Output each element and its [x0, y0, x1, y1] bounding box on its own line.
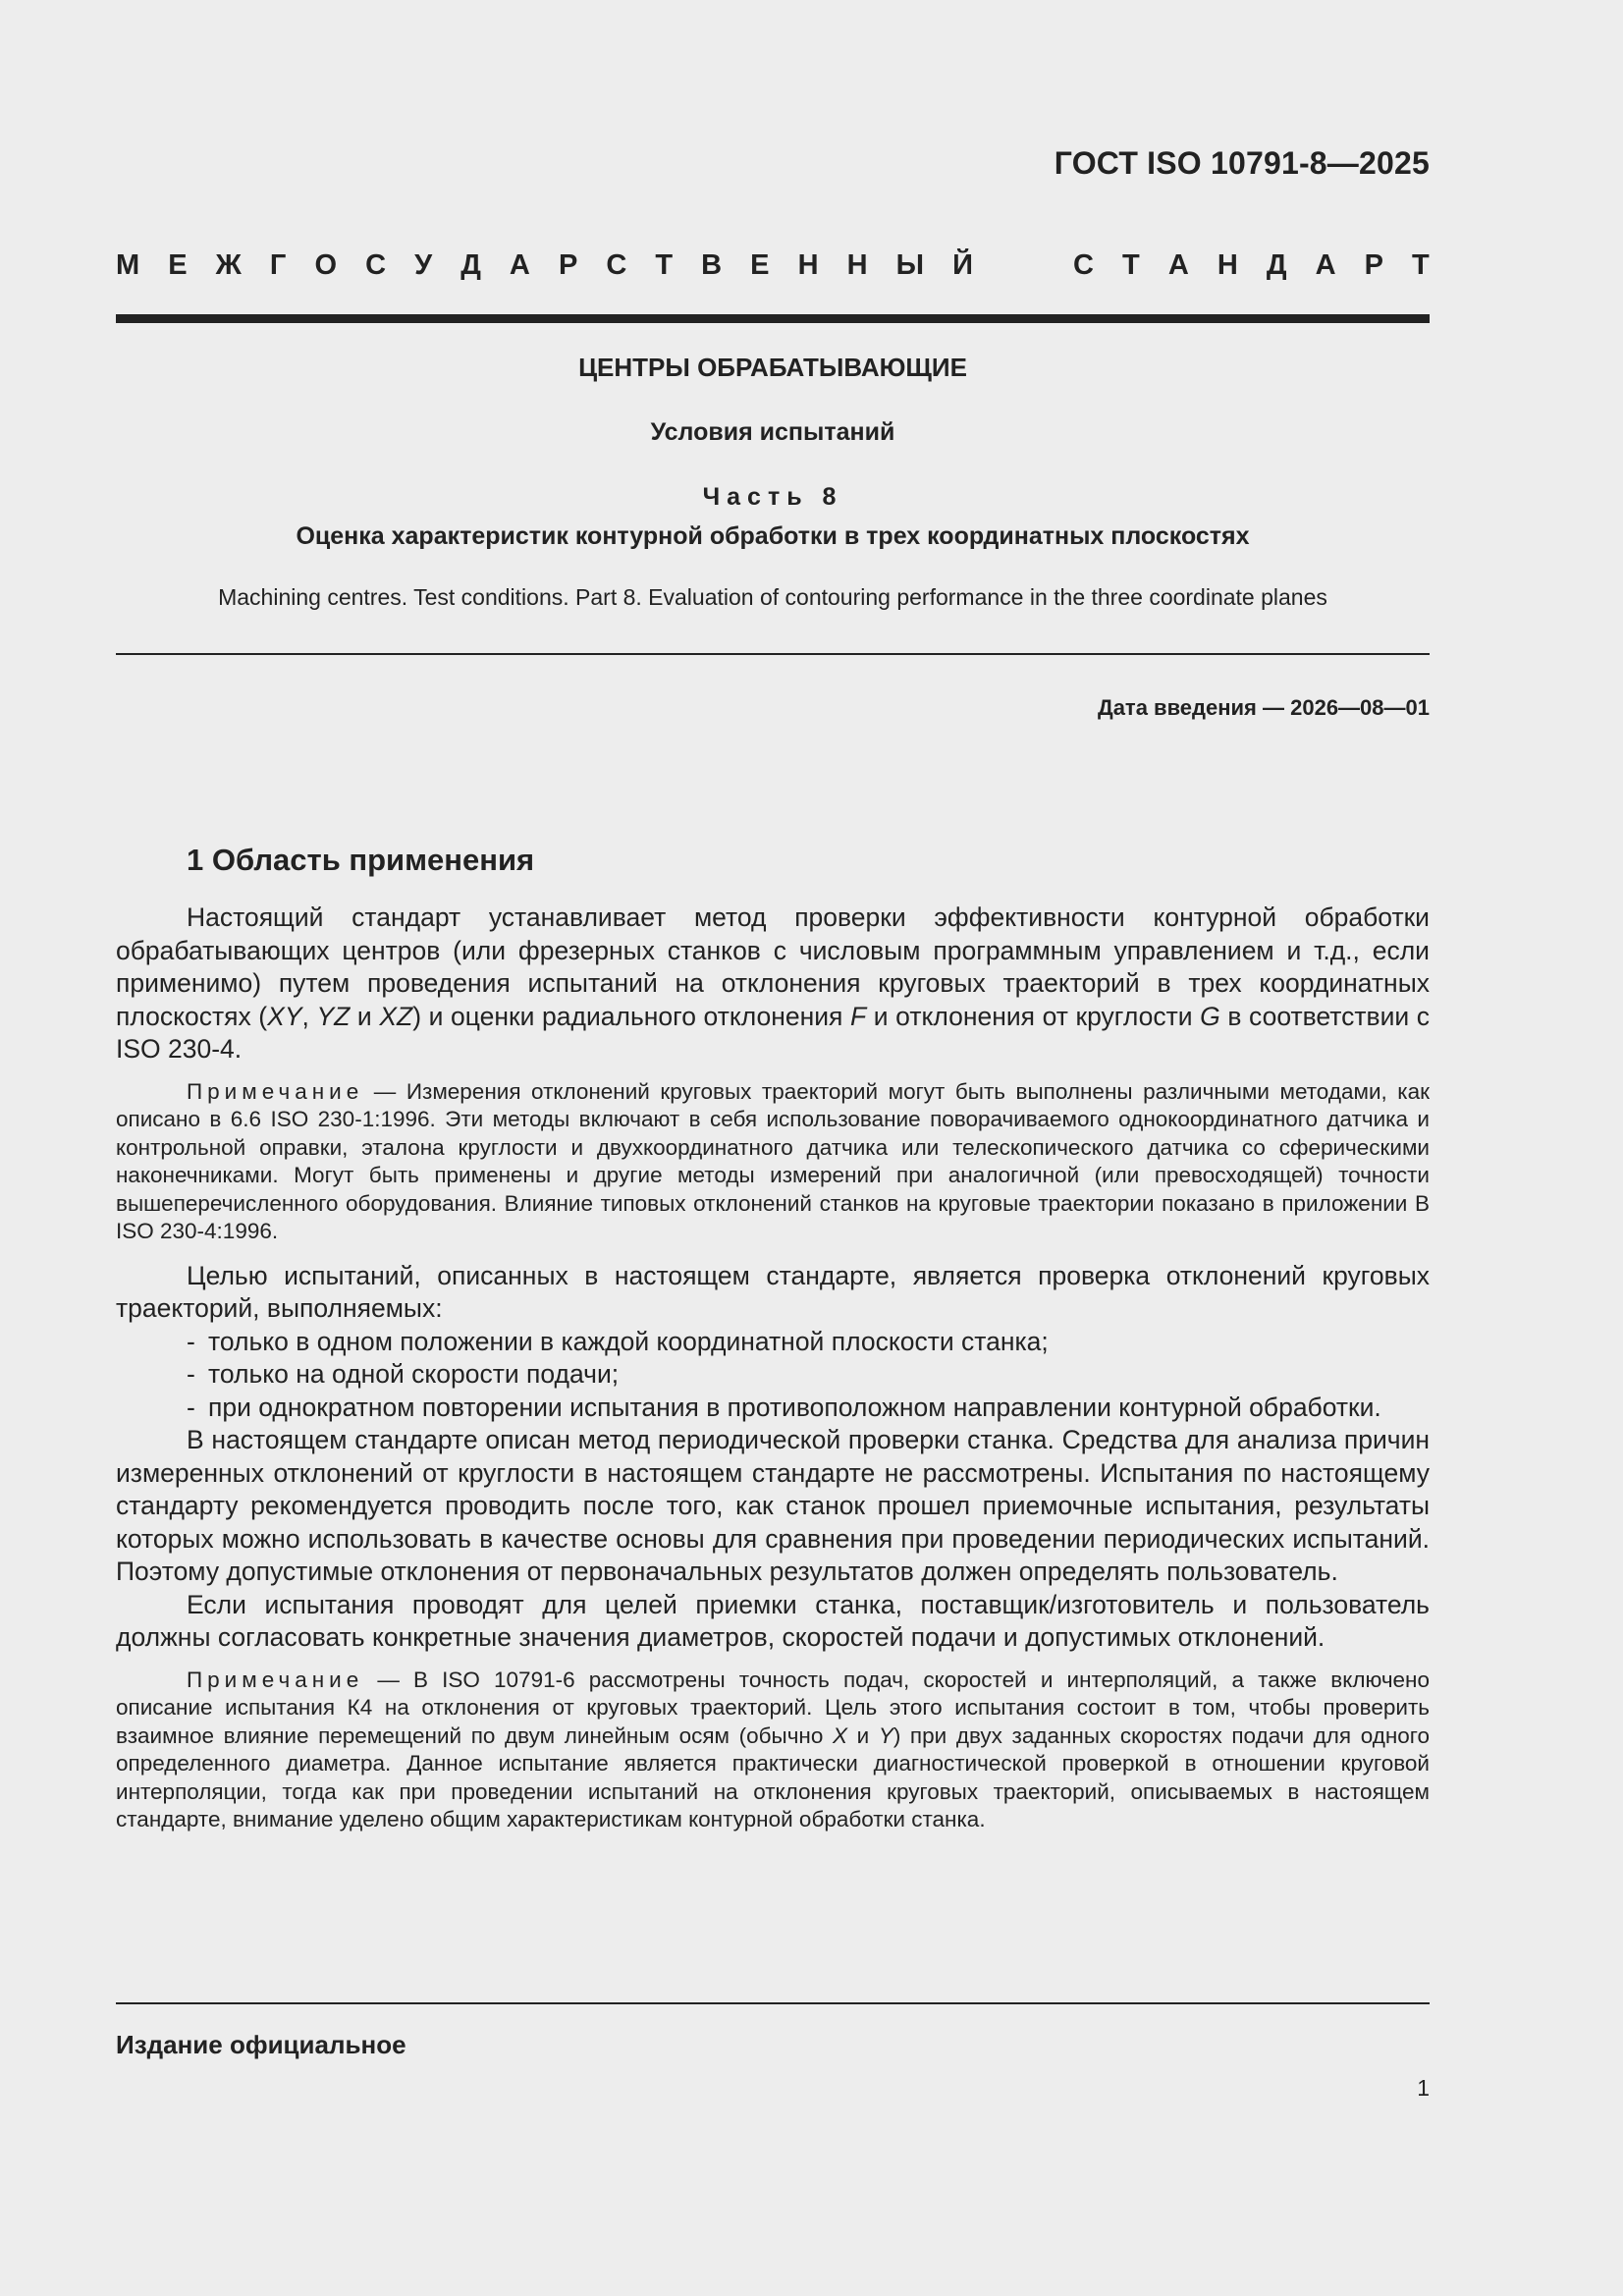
interstate-letter: Е	[168, 249, 188, 281]
list-item: - только на одной скорости подачи;	[187, 1359, 620, 1389]
section-heading: 1 Область применения	[187, 843, 535, 877]
note-label: Примечание	[187, 1078, 364, 1104]
title-divider	[116, 653, 1430, 655]
word-gap	[1001, 249, 1045, 282]
interstate-letter: Т	[1122, 249, 1140, 281]
document-page	[116, 0, 1430, 2296]
note-1: Примечание — Измерения отклонений круговых траекторий могут быть выполнены различными методами, как описано в 6.6 ISO 230-1:1996. Эти методы включают в себя использование поворачиваемого однокоординатного датчика и контрольной оправки, эталона круглости и двухкоординатного датчика или телескопического датчика со сферическими наконечниками. Могут быть применены и другие методы измерений при аналогичной (или превосходящей) точности вышеперечисленного оборудования. Влияние типовых отклонений станков на круговые траектории показано в приложении В ISO 230-4:1996.	[116, 1078, 1430, 1243]
official-edition-label: Издание официальное	[116, 2030, 406, 2059]
note-label: Примечание	[187, 1667, 364, 1692]
interstate-standard-heading	[116, 249, 1430, 282]
interstate-letter: Й	[952, 249, 973, 281]
interstate-letter: Н	[797, 249, 819, 281]
english-title: Machining centres. Test conditions. Part 8. Evaluation of contouring performance in the three coordinate planes	[218, 584, 1327, 610]
section-body	[116, 902, 1430, 1848]
interstate-letter: А	[1167, 249, 1189, 281]
interstate-letter: Р	[558, 249, 578, 281]
interstate-letter: Г	[269, 249, 287, 281]
header-thick-rule	[116, 314, 1430, 323]
interstate-letter: Н	[846, 249, 868, 281]
interstate-letter: Ж	[215, 249, 242, 281]
interstate-letter: М	[116, 249, 140, 281]
interstate-letter: Д	[460, 249, 481, 281]
purpose-list	[116, 1326, 1430, 1425]
interstate-letter: С	[1073, 249, 1094, 281]
interstate-letter: Р	[1364, 249, 1383, 281]
purpose-paragraph: Целью испытаний, описанных в настоящем стандарте, является проверка отклонений круговых траекторий, выполняемых:	[116, 1260, 1430, 1323]
document-title: ЦЕНТРЫ ОБРАБАТЫВАЮЩИЕ	[578, 353, 967, 382]
interstate-letter: В	[701, 249, 723, 281]
standard-number: ГОСТ ISO 10791-8—2025	[1054, 145, 1430, 181]
interstate-letter: С	[365, 249, 387, 281]
part-title: Оценка характеристик контурной обработки в трех координатных плоскостях	[296, 522, 1250, 550]
interstate-letter: Т	[655, 249, 674, 281]
interstate-letter: А	[509, 249, 530, 281]
interstate-letter: О	[314, 249, 337, 281]
interstate-letter: А	[1315, 249, 1336, 281]
interstate-letter: Ы	[895, 249, 924, 281]
acceptance-paragraph: Если испытания проводят для целей приемки станка, поставщик/изготовитель и пользователь должны согласовать конкретные значения диаметров, скоростей подачи и допустимых отклонений.	[116, 1589, 1430, 1652]
interstate-letter: Т	[1412, 249, 1430, 281]
list-item: - только в одном положении в каждой координатной плоскости станка;	[187, 1326, 1049, 1356]
interstate-letter: У	[414, 249, 433, 281]
page-number: 1	[1417, 2075, 1430, 2101]
interstate-letter: Н	[1217, 249, 1238, 281]
interstate-letter: Д	[1266, 249, 1287, 281]
interstate-letter: Е	[750, 249, 770, 281]
scope-paragraph: Настоящий стандарт устанавливает метод проверки эффективности контурной обработки обрабатывающих центров (или фрезерных станков с числовым программным управлением и т.д., если применимо) путем проведения испытаний на отклонения круговых траекторий в трех координатных плоскостях (XY, YZ и XZ) и оценки радиального отклонения F и отклонения от круглости G в соответствии с ISO 230-4.	[116, 902, 1431, 1064]
list-item: - при однократном повторении испытания в противоположном направлении контурной обработки.	[187, 1392, 1381, 1422]
effective-date: Дата введения — 2026—08—01	[1098, 695, 1430, 720]
note-2: Примечание — В ISO 10791-6 рассмотрены точность подач, скоростей и интерполяций, а также включено описание испытания К4 на отклонения от круговых траекторий. Цель этого испытания состоит в том, чтобы проверить взаимное влияние перемещений по двум линейным осям (обычно X и Y) при двух заданных скоростях подачи для одного определенного диаметра. Данное испытание является практически диагностической проверкой в отношении круговой интерполяции, тогда как при проведении испытаний на отклонения круговых траекторий, описываемых в настоящем стандарте, внимание уделено общим характеристикам контурной обработки станка.	[116, 1667, 1431, 1831]
part-number: Часть 8	[702, 483, 843, 511]
interstate-letter: С	[606, 249, 627, 281]
method-paragraph: В настоящем стандарте описан метод периодической проверки станка. Средства для анализа причин измеренных отклонений от круглости в настоящем стандарте не рассмотрены. Испытания по настоящему стандарту рекомендуется проводить после того, как станок прошел приемочные испытания, результаты которых можно использовать в качестве основы для сравнения при проведении периодических испытаний. Поэтому допустимые отклонения от первоначальных результатов должен определять пользователь.	[116, 1425, 1430, 1586]
document-subtitle: Условия испытаний	[650, 418, 895, 446]
footer-divider	[116, 2002, 1430, 2004]
